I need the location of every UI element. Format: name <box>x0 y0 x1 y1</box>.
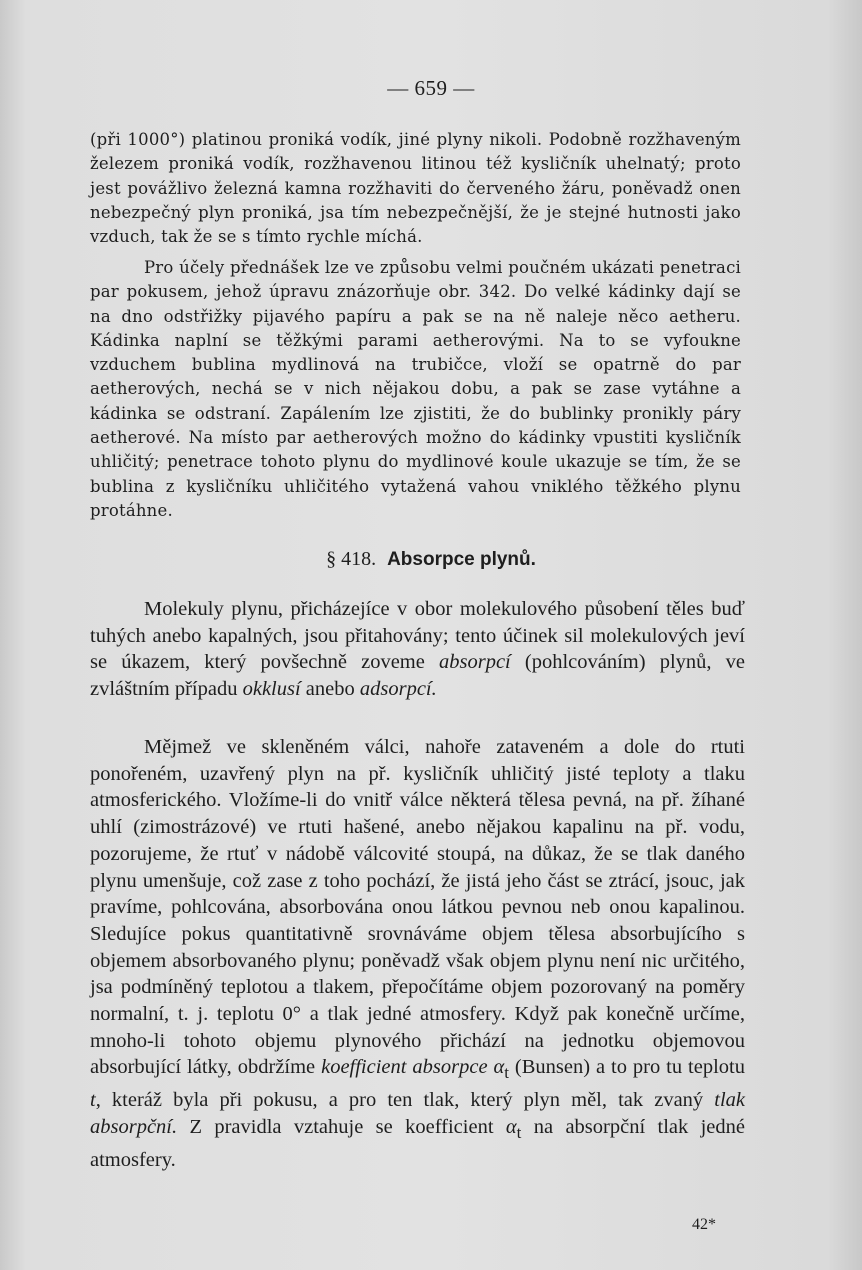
term-adsorpci: adsorpcí. <box>359 678 437 701</box>
subscript-t-2: t <box>516 1123 522 1143</box>
section-title: Absorpce plynů. <box>387 549 536 570</box>
paragraph-3 <box>90 596 745 703</box>
paragraph-4-text-5: na absorpční tlak jedné atmosfery. <box>90 1115 745 1171</box>
paragraph-3-text-1: Molekuly plynu, přicházejíce v obor molekulového působení těles buď tuhých anebo kapalných, jsou přitahovány; tento účinek sil molekulových jeví se úkazem, který povšechně zoveme <box>90 598 745 674</box>
term-okklusi: okklusí <box>242 678 301 701</box>
paragraph-4 <box>90 734 745 1173</box>
paragraph-3-text-2: (pohlcováním) plynů, ve zvláštním případu <box>90 651 745 701</box>
paragraph-3-text-3: anebo <box>300 678 360 701</box>
page-number: — 659 — <box>387 76 475 100</box>
paragraph-4-text-2: (Bunsen) a to pro tu teplotu <box>509 1056 745 1079</box>
paragraph-4-text-3: , kteráž byla při pokusu, a pro ten tlak, který plyn měl, tak zvaný <box>95 1089 715 1112</box>
paragraph-4-text-4: Z pravidla vztahuje se koefficient <box>177 1115 506 1138</box>
signature-mark: 42* <box>692 1216 716 1233</box>
symbol-t: t <box>90 1089 96 1112</box>
paragraph-2: Pro účely přednášek lze ve způsobu velmi poučném ukázati penetraci par pokusem, jehož úpravu znázorňuje obr. 342. Do velké kádinky dají se na dno odstřižky pijavého papíru a pak se na ně naleje něco aetheru. Kádinka naplní se těžkými parami aetherovými. Na to se vyfoukne vzduchem bublina mydlinová na trubičce, vloží se opatrně do par aetherových, nechá se v nich nějakou dobu, a pak se zase vytáhne a kádinka se odstraní. Zapálením lze zjistiti, že do bublinky pronikly páry aetherové. Na místo par aetherových možno do kádinky vpustiti kysličník uhličitý; penetrace tohoto plynu do mydlinové koule ukazuje se tím, že se bublina z kysličníku uhličitého vytažená vahou vniklého těžkého plynu protáhne. <box>90 258 741 520</box>
paragraph-4-text-1: Mějmež ve skleněném válci, nahoře zataveném a dole do rtuti ponořeném, uzavřený plyn na př. kysličník uhličitý jisté teploty a tlaku atmosferického. Vložíme-li do vnitř válce některá tělesa pevná, na př. žíhané uhlí (zimostrázové) ve rtuti hašené, anebo nějakou kapalinu na př. vodu, pozorujeme, že rtuť v nádobě válcovité stoupá, na důkaz, že se tlak daného plynu umenšuje, což zase z toho pochází, že jistá jeho část se ztrácí, jsouc, jak pravíme, pohlcována, absorbována onou látkou pevnou neb onou kapalinou. Sledujíce pokus quantitativně srovnáváme objem tělesa absorbujícího s objemem absorbovaného plynu; poněvadž však objem plynu není nic určitého, jsa podmíněný teplotou a tlakem, přepočítáme objem pozorovaný na poměry normalní, t. j. teplotu 0° a tlak jedné atmosfery. Když pak konečně určíme, mnoho-li tohoto objemu plynového přichází na jednotku objemovou absorbující látky, obdržíme <box>90 736 745 1079</box>
section-number: § 418. <box>326 548 377 570</box>
term-tlak-absorpcni: tlak absorpční. <box>90 1089 745 1138</box>
section-heading <box>0 548 862 571</box>
symbol-alpha: α <box>505 1115 517 1138</box>
paragraph-1: (při 1000°) platinou proniká vodík, jiné plyny nikoli. Podobně rozžhaveným železem proniká vodík, rozžhavenou litinou též kysličník uhelnatý; proto jest povážlivo železná kamna rozžhaviti do červeného žáru, poněvadž onen nebezpečný plyn proniká, jsa tím nebezpečnější, že je stejné hutnosti jako vzduch, tak že se s tímto rychle míchá. <box>90 130 741 247</box>
term-absorpci: absorpcí <box>439 651 511 674</box>
subscript-t-1: t <box>504 1063 509 1083</box>
term-koefficient-absorpce: koefficient absorpce α <box>321 1056 505 1079</box>
